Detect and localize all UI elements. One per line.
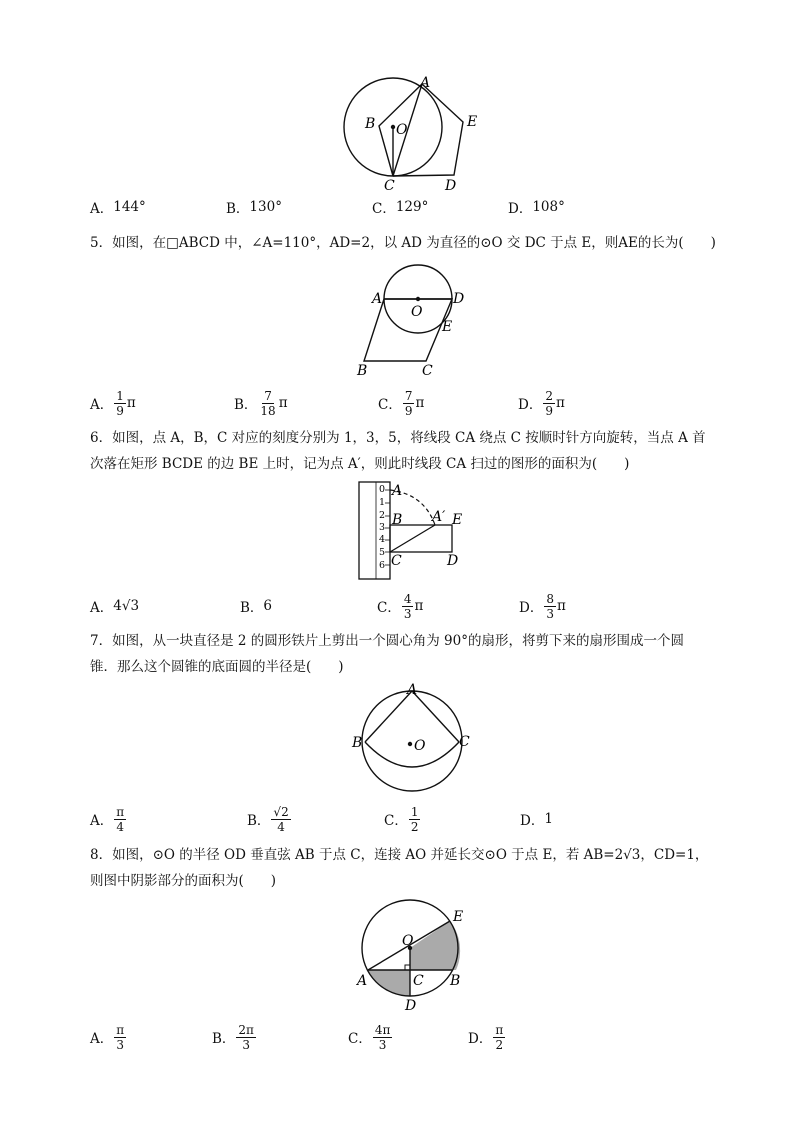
q6-label-A: A: [392, 483, 403, 499]
q7-center-dot: [408, 742, 412, 746]
q5-option-d[interactable]: D． $\frac{2}{9}$ π: [518, 388, 565, 418]
q8-option-d[interactable]: D． $\frac{\pi}{2}$: [468, 1022, 504, 1052]
q6-label-E: E: [452, 512, 463, 528]
q7-label-A: A: [407, 682, 418, 698]
q6-segment-ca-prime: [390, 525, 435, 552]
q5-option-b[interactable]: B． $\frac{7}{18}$ π: [234, 388, 288, 418]
q4-option-d[interactable]: D． 108°: [508, 199, 565, 217]
q6-options: [90, 589, 730, 623]
q8-label-O: O: [402, 933, 414, 949]
q7-label-O: O: [414, 738, 426, 754]
q7-radius-ab: [365, 691, 412, 742]
q7-option-d[interactable]: D． 1: [520, 811, 553, 829]
q7-question-text: [90, 628, 730, 680]
q8-option-c[interactable]: C． $\frac{4\pi}{3}$: [348, 1022, 391, 1052]
q8-option-b[interactable]: B． $\frac{2\pi}{3}$: [212, 1022, 254, 1052]
q8-text-line2: 则图中阴影部分的面积为( ): [90, 873, 277, 889]
q6-label-B: B: [392, 512, 403, 528]
q7-text-line2: 锥．那么这个圆锥的底面圆的半径是( ): [90, 659, 344, 675]
q6-figure: [352, 478, 472, 582]
q6-option-b[interactable]: B． 6: [240, 598, 273, 616]
q8-label-A: A: [357, 973, 368, 989]
q6-option-c[interactable]: C． $\frac{4}{3}$ π: [377, 591, 424, 621]
q4-label-D: D: [445, 178, 457, 194]
q7-radius-ac: [412, 691, 459, 742]
q7-text-line1: 7．如图，从一块直径是 2 的圆形铁片上剪出一个圆心角为 90°的扇形，将剪下来的扇形围成一个圆: [90, 633, 684, 649]
q7-label-B: B: [352, 735, 363, 751]
q5-label-O: O: [411, 304, 423, 320]
q4-option-b[interactable]: B． 130°: [226, 199, 282, 217]
q8-text-line1: 8．如图，⊙O 的半径 OD 垂直弦 AB 于点 C，连接 AO 并延长交⊙O 于点 E，若 AB=2√3，CD=1，: [90, 847, 709, 863]
q7-option-a[interactable]: A． $\frac{\pi}{4}$: [90, 804, 125, 834]
q8-figure: [350, 898, 474, 1014]
q6-question-text: [90, 425, 730, 477]
q6-tick-1: 1: [379, 497, 386, 508]
q5-label-D: D: [453, 291, 465, 307]
q5-label-A: A: [372, 291, 383, 307]
q6-label-C: C: [391, 553, 402, 569]
q8-label-E: E: [453, 909, 464, 925]
q4-option-c[interactable]: C． 129°: [372, 199, 429, 217]
q6-text-line2: 次落在矩形 BCDE 的边 BE 上时，记为点 A′，则此时线段 CA 扫过的图形的面积为( ): [90, 456, 630, 472]
q7-label-C: C: [459, 734, 470, 750]
q8-right-angle-mark: [405, 965, 410, 970]
q7-options: [90, 802, 730, 836]
q4-center-dot: [391, 125, 395, 129]
q6-tick-2: 2: [379, 510, 386, 521]
q4-label-O: O: [396, 122, 408, 138]
q5-option-a[interactable]: A． $\frac{1}{9}$ π: [90, 388, 136, 418]
q6-ruler-ticks: [385, 490, 390, 565]
q8-question-text: [90, 842, 730, 894]
q8-shaded-segment-acd: [368, 970, 410, 996]
q5-parallelogram: [364, 299, 452, 361]
q5-question-text: 5．如图，在□ABCD 中，∠A=110°，AD=2，以 AD 为直径的⊙O 交 DC 于点 E，则AE的长为( ): [90, 235, 716, 251]
q5-figure: [352, 262, 472, 382]
q6-tick-6: 6: [379, 560, 386, 571]
q5-center-dot: [416, 297, 420, 301]
q4-label-C: C: [384, 178, 395, 194]
q5-label-B: B: [357, 363, 368, 379]
q8-shaded-sector-obe: [410, 921, 460, 970]
q6-option-d[interactable]: D． $\frac{8}{3}$ π: [519, 591, 566, 621]
q8-options: [90, 1020, 730, 1054]
q6-tick-4: 4: [379, 534, 386, 545]
q7-option-c[interactable]: C． $\frac{1}{2}$: [384, 804, 419, 834]
q6-option-a[interactable]: A． 4√3: [90, 598, 140, 616]
q6-label-A-prime: A′: [432, 509, 446, 525]
q4-label-B: B: [365, 116, 376, 132]
q4-options: [90, 190, 730, 224]
q4-figure: [335, 72, 495, 194]
q5-label-C: C: [422, 363, 433, 379]
q8-label-B: B: [450, 973, 461, 989]
q7-option-b[interactable]: B． $\frac{√2}{4}$: [247, 804, 289, 834]
q6-rectangle-bcde: [390, 525, 452, 552]
q4-option-a[interactable]: A． 144°: [90, 199, 146, 217]
q6-tick-5: 5: [379, 547, 386, 558]
q4-label-A: A: [420, 75, 431, 91]
q8-option-a[interactable]: A． $\frac{\pi}{3}$: [90, 1022, 125, 1052]
q7-figure: [348, 682, 476, 794]
q5-option-c[interactable]: C． $\frac{7}{9}$ π: [378, 388, 425, 418]
q8-label-C: C: [413, 973, 424, 989]
q6-ruler: [359, 482, 390, 579]
q8-label-D: D: [405, 998, 417, 1014]
q7-circle: [362, 691, 462, 791]
q6-tick-0: 0: [379, 484, 386, 495]
q6-text-line1: 6．如图，点 A，B，C 对应的刻度分别为 1，3，5，将线段 CA 绕点 C 按顺时针方向旋转，当点 A 首: [90, 430, 706, 446]
q4-label-E: E: [467, 114, 478, 130]
q5-label-E: E: [442, 319, 453, 335]
q5-options: [90, 386, 730, 420]
q7-sector-arc: [365, 742, 459, 767]
q6-label-D: D: [447, 553, 459, 569]
q6-tick-3: 3: [379, 522, 386, 533]
